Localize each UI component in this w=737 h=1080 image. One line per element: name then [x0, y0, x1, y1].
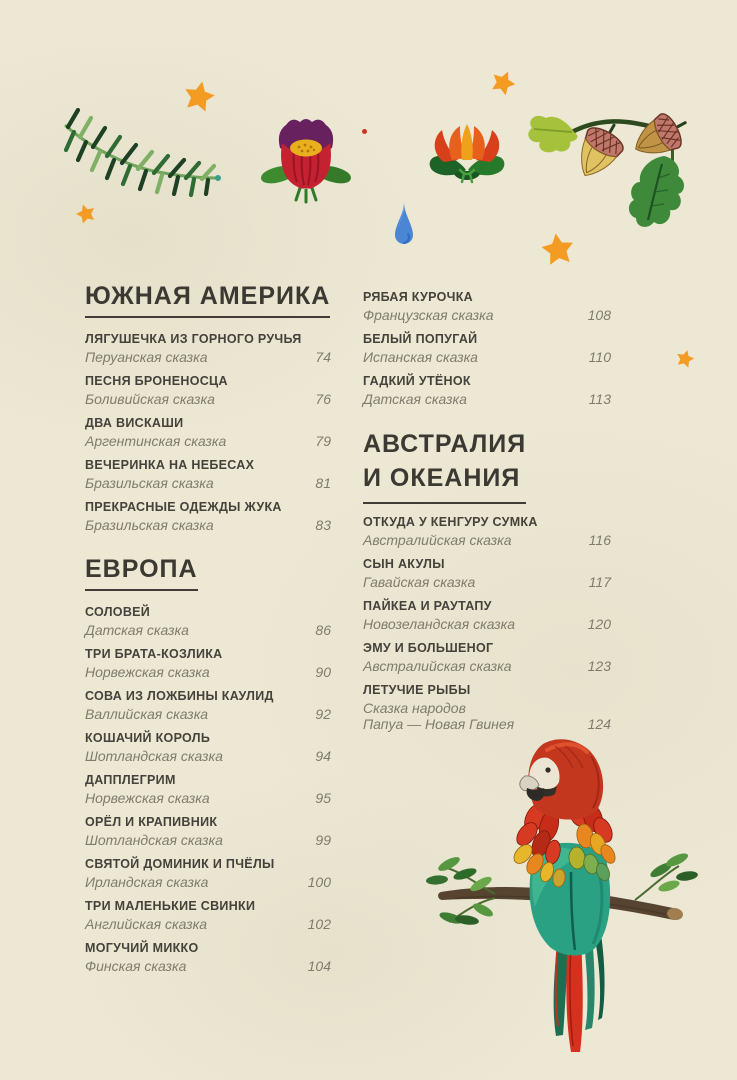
story-page-number: 100 [307, 874, 331, 890]
toc-entry [85, 898, 331, 932]
story-title: ОРЁЛ И КРАПИВНИК [85, 815, 218, 829]
story-page-number: 123 [587, 658, 611, 674]
story-title: СОВА ИЗ ЛОЖБИНЫ КАУЛИД [85, 689, 274, 703]
story-origin: Норвежская сказка [85, 664, 210, 680]
story-page-number: 83 [315, 517, 331, 533]
toc-right-column [363, 289, 611, 740]
star-icon [536, 230, 580, 270]
story-origin: Датская сказка [363, 391, 467, 407]
story-origin: Сказка народов [363, 700, 466, 716]
story-origin: Норвежская сказка [85, 790, 210, 806]
story-title: ДВА ВИСКАШИ [85, 416, 184, 430]
tulip-flower-illustration [256, 108, 356, 208]
toc-entry [363, 640, 611, 674]
story-title: КОШАЧИЙ КОРОЛЬ [85, 731, 211, 745]
story-origin: Ирландская сказка [85, 874, 209, 890]
story-title: ЛЯГУШЕЧКА ИЗ ГОРНОГО РУЧЬЯ [85, 332, 302, 346]
star-icon [488, 68, 518, 98]
story-page-number: 116 [588, 532, 611, 548]
toc-entry [85, 688, 331, 722]
story-origin: Бразильская сказка [85, 475, 214, 491]
story-title: СОЛОВЕЙ [85, 605, 151, 619]
star-icon [74, 202, 98, 226]
parrot-eye [545, 767, 550, 772]
story-title: ВЕЧЕРИНКА НА НЕБЕСАХ [85, 458, 255, 472]
toc-entry [363, 289, 611, 323]
story-page-number: 110 [588, 349, 611, 365]
toc-entry [85, 730, 331, 764]
story-page-number: 102 [307, 916, 331, 932]
section-header-europe: ЕВРОПА [85, 557, 198, 591]
toc-entry [85, 856, 331, 890]
story-origin: Австралийская сказка [363, 658, 512, 674]
story-title: СЫН АКУЛЫ [363, 557, 445, 571]
story-title: РЯБАЯ КУРОЧКА [363, 290, 473, 304]
story-title: МОГУЧИЙ МИККО [85, 941, 199, 955]
story-origin: Финская сказка [85, 958, 187, 974]
story-page-number: 94 [315, 748, 331, 764]
toc-entry [363, 556, 611, 590]
toc-entry [85, 457, 331, 491]
story-origin: Французская сказка [363, 307, 494, 323]
story-page-number: 86 [315, 622, 331, 638]
story-origin: Датская сказка [85, 622, 189, 638]
toc-entry [363, 514, 611, 548]
story-title: ПАЙКЕА И РАУТАПУ [363, 599, 492, 613]
story-page-number: 95 [315, 790, 331, 806]
story-origin: Папуа — Новая Гвинея [363, 716, 515, 732]
story-title: СВЯТОЙ ДОМИНИК И ПЧЁЛЫ [85, 857, 275, 871]
story-title: ПЕСНЯ БРОНЕНОСЦА [85, 374, 228, 388]
story-title: ТРИ БРАТА-КОЗЛИКА [85, 647, 223, 661]
story-origin: Английская сказка [85, 916, 208, 932]
toc-entry [85, 331, 331, 365]
story-page-number: 81 [315, 475, 331, 491]
story-page-number: 79 [315, 433, 331, 449]
story-title: ГАДКИЙ УТЁНОК [363, 374, 471, 388]
story-origin: Валлийская сказка [85, 706, 209, 722]
story-origin: Шотландская сказка [85, 832, 223, 848]
story-origin: Бразильская сказка [85, 517, 214, 533]
story-origin: Испанская сказка [363, 349, 478, 365]
story-title: ОТКУДА У КЕНГУРУ СУМКА [363, 515, 538, 529]
story-title: ЛЕТУЧИЕ РЫБЫ [363, 683, 471, 697]
section-header-south-america: ЮЖНАЯ АМЕРИКА [85, 284, 330, 318]
fir-branch-illustration [58, 108, 226, 203]
story-page-number: 113 [588, 391, 611, 407]
section-header-australia-oceania: АВСТРАЛИЯ И ОКЕАНИЯ [363, 427, 526, 504]
story-page-number: 92 [315, 706, 331, 722]
toc-entry [85, 373, 331, 407]
story-origin: Новозеландская сказка [363, 616, 516, 632]
toc-entry [85, 646, 331, 680]
story-title: БЕЛЫЙ ПОПУГАЙ [363, 332, 478, 346]
toc-entry [85, 940, 331, 974]
toc-entry [363, 373, 611, 407]
red-speck [362, 129, 367, 134]
orange-flower-illustration [424, 118, 510, 194]
toc-entry [363, 598, 611, 632]
story-page-number: 117 [588, 574, 611, 590]
story-origin: Перуанская сказка [85, 349, 208, 365]
story-page-number: 124 [587, 716, 611, 732]
story-origin: Шотландская сказка [85, 748, 223, 764]
story-title: ПРЕКРАСНЫЕ ОДЕЖДЫ ЖУКА [85, 500, 282, 514]
story-page-number: 74 [315, 349, 331, 365]
story-origin: Аргентинская сказка [85, 433, 227, 449]
story-page-number: 90 [315, 664, 331, 680]
story-origin: Боливийская сказка [85, 391, 215, 407]
acorn [568, 115, 632, 185]
toc-entry [85, 499, 331, 533]
story-page-number: 108 [587, 307, 611, 323]
story-page-number: 104 [307, 958, 331, 974]
toc-entry [85, 772, 331, 806]
star-icon [674, 348, 696, 370]
toc-entry [85, 604, 331, 638]
branch-leaves-right [635, 851, 699, 900]
story-page-number: 99 [315, 832, 331, 848]
toc-entry [363, 331, 611, 365]
story-title: ЭМУ И БОЛЬШЕНОГ [363, 641, 494, 655]
story-title: ТРИ МАЛЕНЬКИЕ СВИНКИ [85, 899, 256, 913]
water-drop-icon [392, 200, 416, 250]
story-origin: Австралийская сказка [363, 532, 512, 548]
parrot-on-branch-illustration [425, 722, 725, 1062]
story-title: ДАППЛЕГРИМ [85, 773, 176, 787]
toc-entry [85, 415, 331, 449]
story-origin: Гавайская сказка [363, 574, 476, 590]
toc-entry [85, 814, 331, 848]
toc-left-column [85, 284, 331, 982]
story-page-number: 120 [587, 616, 611, 632]
story-page-number: 76 [315, 391, 331, 407]
